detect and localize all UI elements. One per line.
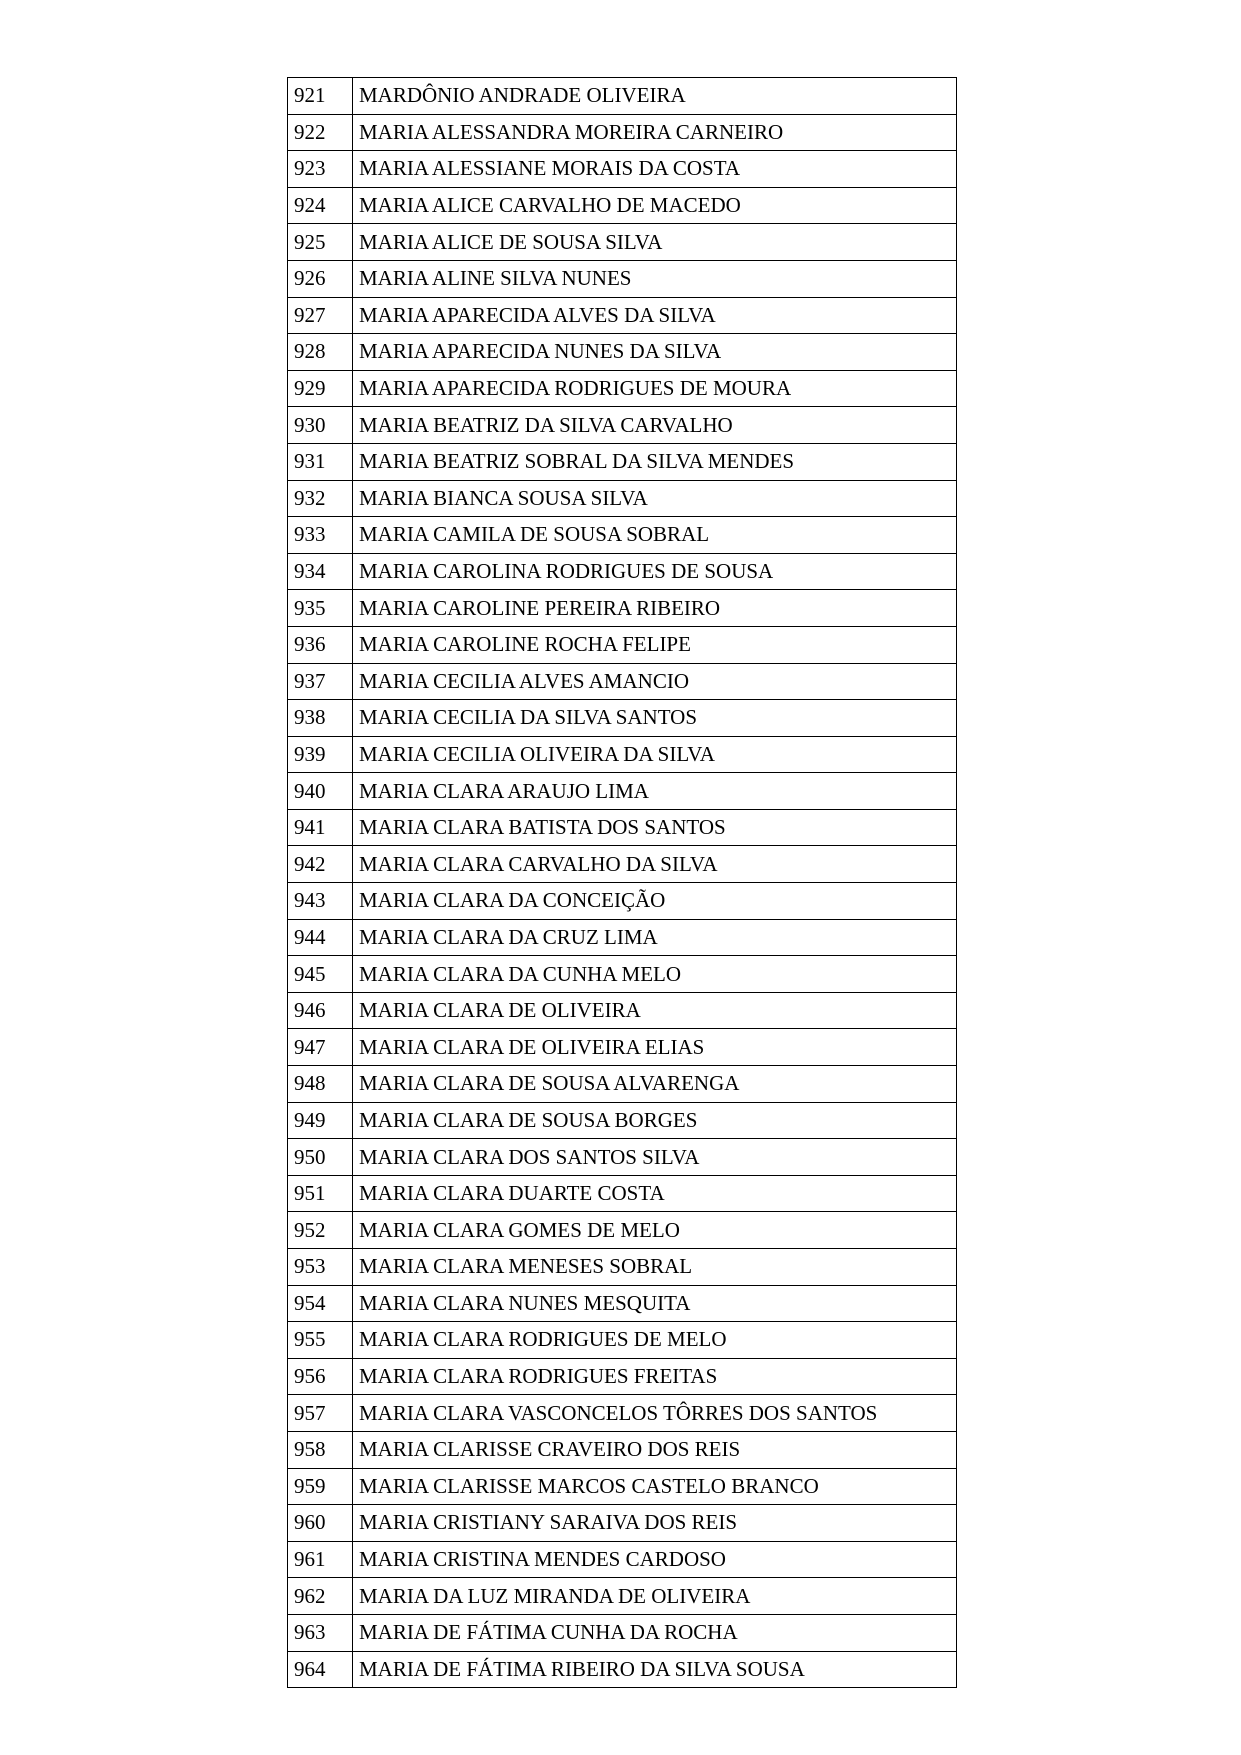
table-row — [288, 334, 957, 371]
table-row — [288, 1285, 957, 1322]
row-number: 931 — [288, 443, 353, 480]
row-number: 924 — [288, 187, 353, 224]
table-row — [288, 626, 957, 663]
table-row — [288, 407, 957, 444]
table-row — [288, 1541, 957, 1578]
table-row — [288, 114, 957, 151]
row-name: MARIA CAROLINE ROCHA FELIPE — [353, 626, 957, 663]
table-row — [288, 1175, 957, 1212]
table-row — [288, 1029, 957, 1066]
row-number: 928 — [288, 334, 353, 371]
row-number: 941 — [288, 809, 353, 846]
row-name: MARIA CLARA DE SOUSA ALVARENGA — [353, 1066, 957, 1103]
row-number: 944 — [288, 919, 353, 956]
row-name: MARIA DE FÁTIMA CUNHA DA ROCHA — [353, 1614, 957, 1651]
row-number: 927 — [288, 297, 353, 334]
row-number: 949 — [288, 1102, 353, 1139]
row-number: 962 — [288, 1578, 353, 1615]
table-row — [288, 1395, 957, 1432]
row-number: 952 — [288, 1212, 353, 1249]
table-row — [288, 1431, 957, 1468]
row-number: 946 — [288, 992, 353, 1029]
row-number: 937 — [288, 663, 353, 700]
table-row — [288, 1614, 957, 1651]
row-name: MARIA CECILIA OLIVEIRA DA SILVA — [353, 736, 957, 773]
row-number: 956 — [288, 1358, 353, 1395]
table-row — [288, 773, 957, 810]
table-row — [288, 919, 957, 956]
row-number: 922 — [288, 114, 353, 151]
table-row — [288, 1139, 957, 1176]
row-number: 951 — [288, 1175, 353, 1212]
row-name: MARIA CLARISSE CRAVEIRO DOS REIS — [353, 1431, 957, 1468]
row-number: 961 — [288, 1541, 353, 1578]
table-row — [288, 553, 957, 590]
row-name: MARIA CLARA DE SOUSA BORGES — [353, 1102, 957, 1139]
table-body — [288, 78, 957, 1688]
row-name: MARIA CLARA DA CRUZ LIMA — [353, 919, 957, 956]
table-row — [288, 1578, 957, 1615]
row-name: MARIA CECILIA ALVES AMANCIO — [353, 663, 957, 700]
row-number: 943 — [288, 883, 353, 920]
row-number: 932 — [288, 480, 353, 517]
row-name: MARIA ALINE SILVA NUNES — [353, 260, 957, 297]
row-number: 926 — [288, 260, 353, 297]
row-number: 942 — [288, 846, 353, 883]
row-name: MARIA CLARA MENESES SOBRAL — [353, 1249, 957, 1286]
row-name: MARIA BEATRIZ DA SILVA CARVALHO — [353, 407, 957, 444]
row-number: 954 — [288, 1285, 353, 1322]
row-number: 925 — [288, 224, 353, 261]
row-name: MARIA CLARA GOMES DE MELO — [353, 1212, 957, 1249]
table-row — [288, 736, 957, 773]
table-row — [288, 1212, 957, 1249]
table-row — [288, 590, 957, 627]
row-name: MARDÔNIO ANDRADE OLIVEIRA — [353, 78, 957, 115]
table-row — [288, 1505, 957, 1542]
row-number: 957 — [288, 1395, 353, 1432]
row-name: MARIA ALESSANDRA MOREIRA CARNEIRO — [353, 114, 957, 151]
table-row — [288, 480, 957, 517]
row-name: MARIA CLARA BATISTA DOS SANTOS — [353, 809, 957, 846]
row-number: 948 — [288, 1066, 353, 1103]
table-row — [288, 260, 957, 297]
table-row — [288, 1102, 957, 1139]
row-name: MARIA CECILIA DA SILVA SANTOS — [353, 700, 957, 737]
row-name: MARIA CLARA ARAUJO LIMA — [353, 773, 957, 810]
row-number: 939 — [288, 736, 353, 773]
row-number: 921 — [288, 78, 353, 115]
table-row — [288, 370, 957, 407]
table-row — [288, 517, 957, 554]
table-row — [288, 443, 957, 480]
table-row — [288, 1322, 957, 1359]
row-number: 958 — [288, 1431, 353, 1468]
row-name: MARIA CAMILA DE SOUSA SOBRAL — [353, 517, 957, 554]
row-number: 930 — [288, 407, 353, 444]
table-row — [288, 992, 957, 1029]
table-row — [288, 956, 957, 993]
table-row — [288, 151, 957, 188]
table-row — [288, 187, 957, 224]
table-row — [288, 883, 957, 920]
row-name: MARIA CLARISSE MARCOS CASTELO BRANCO — [353, 1468, 957, 1505]
table-row — [288, 224, 957, 261]
row-name: MARIA CLARA DOS SANTOS SILVA — [353, 1139, 957, 1176]
table-row — [288, 1249, 957, 1286]
row-number: 959 — [288, 1468, 353, 1505]
row-name: MARIA DA LUZ MIRANDA DE OLIVEIRA — [353, 1578, 957, 1615]
row-name: MARIA DE FÁTIMA RIBEIRO DA SILVA SOUSA — [353, 1651, 957, 1688]
row-name: MARIA BEATRIZ SOBRAL DA SILVA MENDES — [353, 443, 957, 480]
row-number: 963 — [288, 1614, 353, 1651]
row-number: 923 — [288, 151, 353, 188]
row-number: 955 — [288, 1322, 353, 1359]
row-number: 940 — [288, 773, 353, 810]
table-row — [288, 1651, 957, 1688]
row-name: MARIA CLARA RODRIGUES FREITAS — [353, 1358, 957, 1395]
table-row — [288, 297, 957, 334]
row-number: 953 — [288, 1249, 353, 1286]
row-number: 950 — [288, 1139, 353, 1176]
row-name: MARIA CLARA CARVALHO DA SILVA — [353, 846, 957, 883]
row-name: MARIA CLARA VASCONCELOS TÔRRES DOS SANTOS — [353, 1395, 957, 1432]
row-name: MARIA CLARA DE OLIVEIRA — [353, 992, 957, 1029]
table-row — [288, 700, 957, 737]
table-row — [288, 846, 957, 883]
row-name: MARIA CAROLINA RODRIGUES DE SOUSA — [353, 553, 957, 590]
row-number: 938 — [288, 700, 353, 737]
row-name: MARIA APARECIDA NUNES DA SILVA — [353, 334, 957, 371]
row-name: MARIA CLARA DE OLIVEIRA ELIAS — [353, 1029, 957, 1066]
table-row — [288, 78, 957, 115]
row-number: 935 — [288, 590, 353, 627]
row-name: MARIA CLARA DUARTE COSTA — [353, 1175, 957, 1212]
row-name: MARIA ALICE DE SOUSA SILVA — [353, 224, 957, 261]
table-row — [288, 663, 957, 700]
row-number: 960 — [288, 1505, 353, 1542]
row-number: 934 — [288, 553, 353, 590]
row-number: 964 — [288, 1651, 353, 1688]
row-name: MARIA APARECIDA RODRIGUES DE MOURA — [353, 370, 957, 407]
row-name: MARIA ALESSIANE MORAIS DA COSTA — [353, 151, 957, 188]
row-number: 929 — [288, 370, 353, 407]
row-name: MARIA CAROLINE PEREIRA RIBEIRO — [353, 590, 957, 627]
row-name: MARIA CLARA NUNES MESQUITA — [353, 1285, 957, 1322]
row-name: MARIA CLARA DA CUNHA MELO — [353, 956, 957, 993]
row-name: MARIA CRISTINA MENDES CARDOSO — [353, 1541, 957, 1578]
table-row — [288, 1468, 957, 1505]
row-number: 936 — [288, 626, 353, 663]
row-name: MARIA CRISTIANY SARAIVA DOS REIS — [353, 1505, 957, 1542]
row-number: 947 — [288, 1029, 353, 1066]
row-number: 933 — [288, 517, 353, 554]
row-name: MARIA ALICE CARVALHO DE MACEDO — [353, 187, 957, 224]
table-row — [288, 809, 957, 846]
name-list-table — [287, 77, 957, 1688]
row-name: MARIA APARECIDA ALVES DA SILVA — [353, 297, 957, 334]
table-row — [288, 1358, 957, 1395]
row-name: MARIA CLARA RODRIGUES DE MELO — [353, 1322, 957, 1359]
row-name: MARIA BIANCA SOUSA SILVA — [353, 480, 957, 517]
row-number: 945 — [288, 956, 353, 993]
row-name: MARIA CLARA DA CONCEIÇÃO — [353, 883, 957, 920]
table-row — [288, 1066, 957, 1103]
